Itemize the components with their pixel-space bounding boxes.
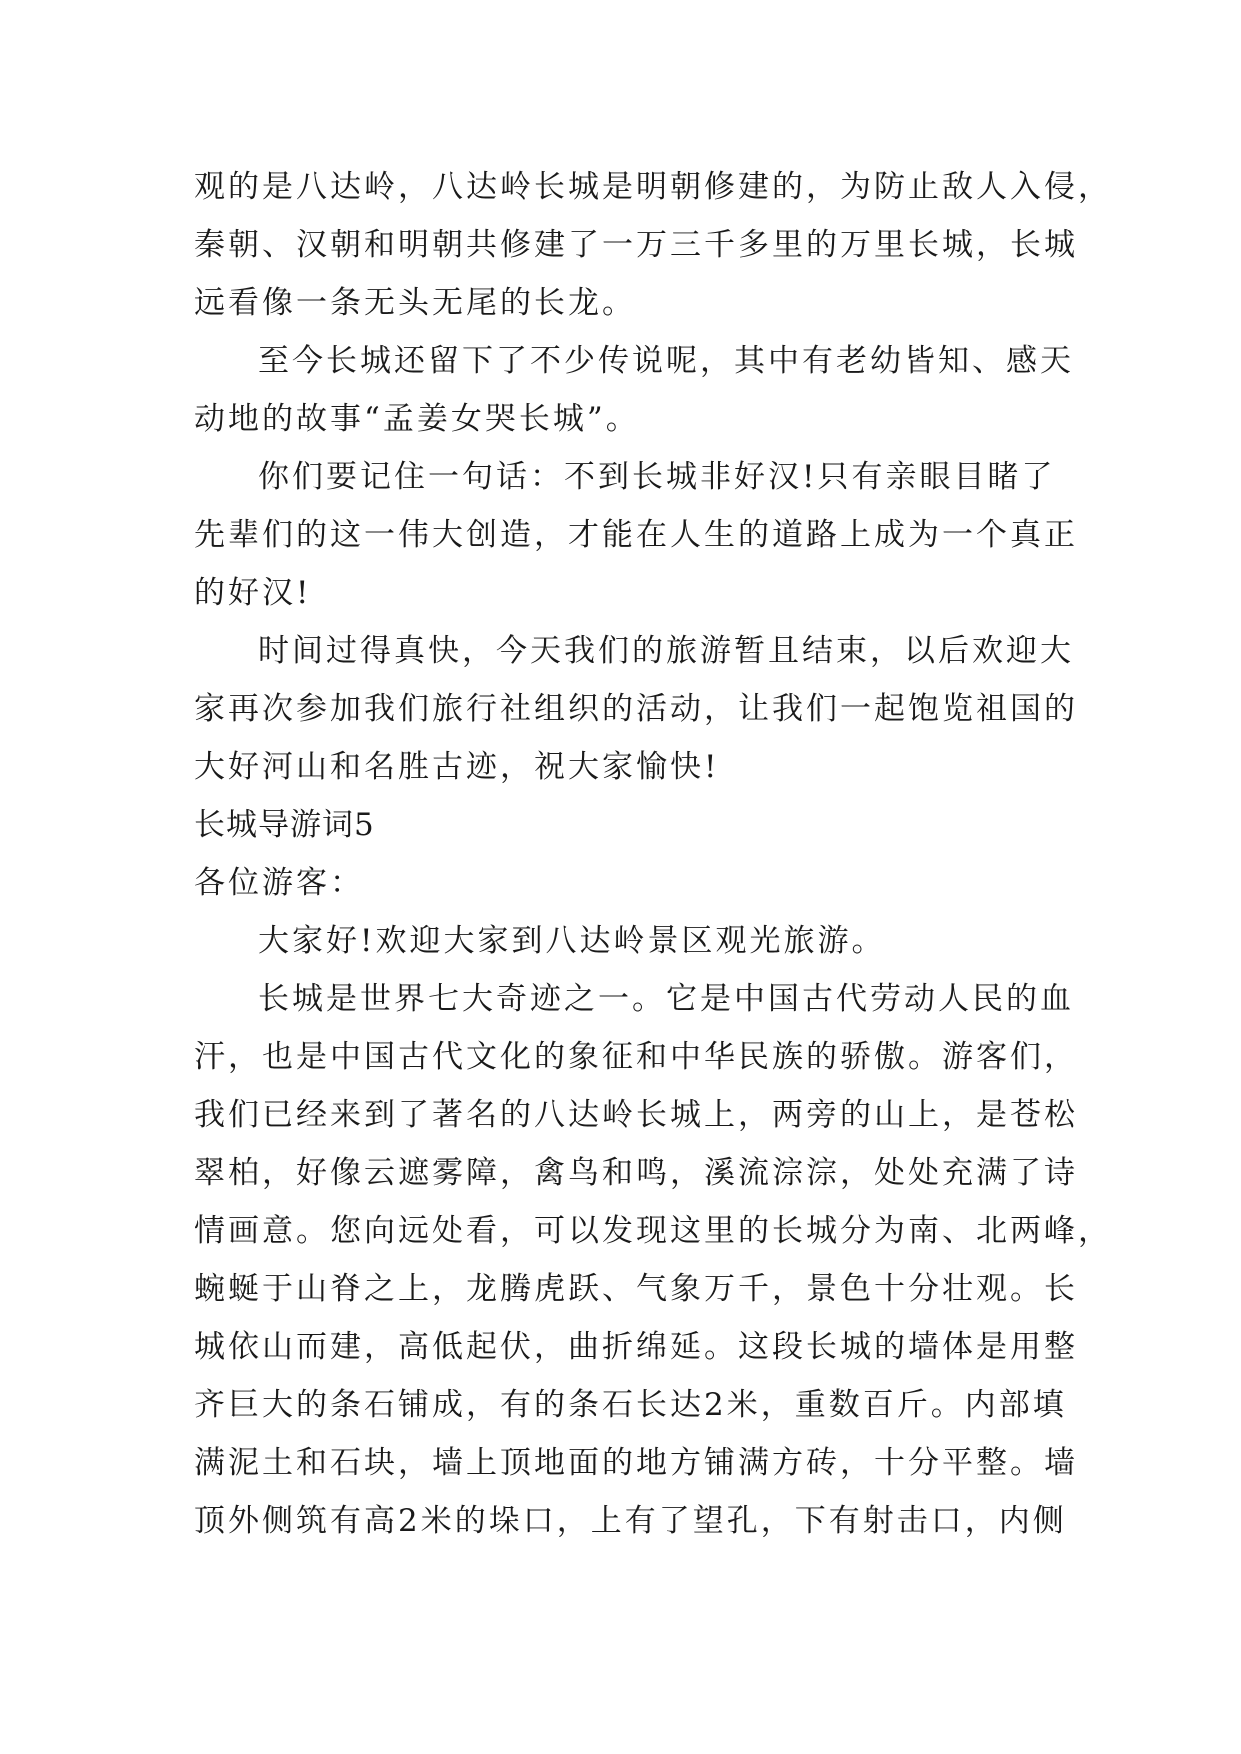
text-line: 顶外侧筑有高2米的垛口，上有了望孔，下有射击口，内侧	[194, 1503, 1067, 1539]
text-line: 齐巨大的条石铺成，有的条石长达2米，重数百斤。内部填	[194, 1387, 1067, 1423]
text-line: 时间过得真快，今天我们的旅游暂且结束，以后欢迎大	[258, 633, 1074, 669]
text-line: 远看像一条无头无尾的长龙。	[194, 285, 636, 321]
text-line: 长城是世界七大奇迹之一。它是中国古代劳动人民的血	[258, 981, 1074, 1017]
text-line: 我们已经来到了著名的八达岭长城上，两旁的山上，是苍松	[194, 1097, 1078, 1133]
text-line: 秦朝、汉朝和明朝共修建了一万三千多里的万里长城，长城	[194, 227, 1078, 263]
text-line: 情画意。您向远处看，可以发现这里的长城分为南、北两峰，	[194, 1213, 1112, 1249]
text-line: 家再次参加我们旅行社组织的活动，让我们一起饱览祖国的	[194, 691, 1078, 727]
text-line: 观的是八达岭，八达岭长城是明朝修建的，为防止敌人入侵，	[194, 169, 1112, 205]
section-heading: 长城导游词5	[194, 807, 375, 843]
text-line: 城依山而建，高低起伏，曲折绵延。这段长城的墙体是用整	[194, 1329, 1078, 1365]
text-line: 大家好!欢迎大家到八达岭景区观光旅游。	[258, 923, 886, 959]
text-line: 满泥土和石块，墙上顶地面的地方铺满方砖，十分平整。墙	[194, 1445, 1078, 1481]
text-line: 你们要记住一句话：不到长城非好汉!只有亲眼目睹了	[258, 459, 1056, 495]
text-line: 汗，也是中国古代文化的象征和中华民族的骄傲。游客们，	[194, 1039, 1078, 1075]
document-body	[194, 158, 1112, 1550]
text-line: 大好河山和名胜古迹，祝大家愉快!	[194, 749, 720, 785]
text-line: 的好汉!	[194, 575, 312, 611]
text-line: 翠柏，好像云遮雾障，禽鸟和鸣，溪流淙淙，处处充满了诗	[194, 1155, 1078, 1191]
salutation: 各位游客：	[194, 865, 364, 901]
text-line: 先辈们的这一伟大创造，才能在人生的道路上成为一个真正	[194, 517, 1078, 553]
text-line: 至今长城还留下了不少传说呢，其中有老幼皆知、感天	[258, 343, 1074, 379]
text-line: 动地的故事“孟姜女哭长城”。	[194, 401, 640, 437]
text-line: 蜿蜒于山脊之上，龙腾虎跃、气象万千，景色十分壮观。长	[194, 1271, 1078, 1307]
